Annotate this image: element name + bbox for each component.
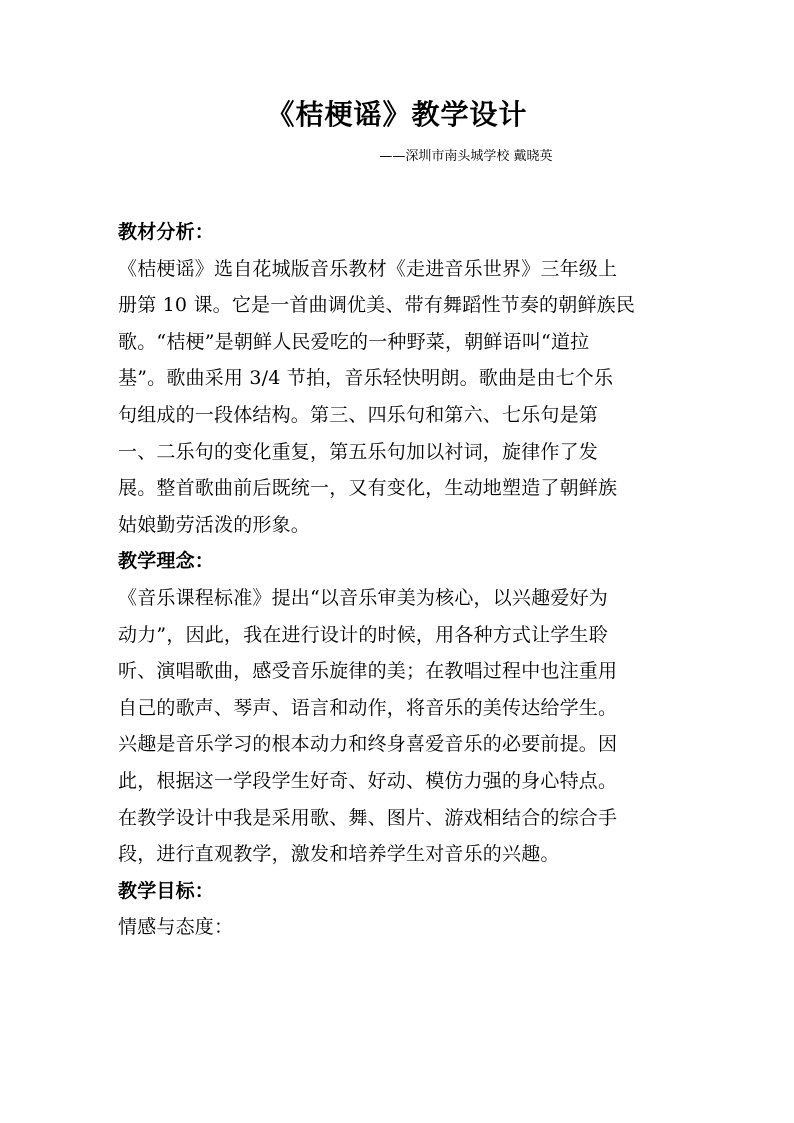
paragraph-line: 此，根据这一学段学生好奇、好动、模仿力强的身心特点。: [118, 769, 618, 792]
section-heading-material-analysis: 教材分析：: [118, 221, 215, 243]
paragraph-line: 基”。歌曲采用 3/4 节拍，音乐轻快明朗。歌曲是由七个乐: [118, 367, 614, 390]
paragraph-line: 在教学设计中我是采用歌、舞、图片、游戏相结合的综合手: [118, 806, 618, 829]
page-title: 《桔梗谣》教学设计: [266, 98, 528, 131]
paragraph-line: 自己的歌声、琴声、语言和动作，将音乐的美传达给学生。: [118, 696, 618, 719]
paragraph-line: 《音乐课程标准》提出“以音乐审美为核心，以兴趣爱好为: [118, 586, 608, 609]
paragraph-line: 歌。“桔梗”是朝鲜人民爱吃的一种野菜，朝鲜语叫“道拉: [118, 330, 590, 353]
paragraph-line: 展。整首歌曲前后既统一，又有变化，生动地塑造了朝鲜族: [118, 477, 618, 500]
paragraph-line: 姑娘勤劳活泼的形象。: [118, 513, 311, 536]
paragraph-line: 听、演唱歌曲，感受音乐旋律的美；在教唱过程中也注重用: [118, 660, 618, 683]
paragraph-line: 册第 10 课。它是一首曲调优美、带有舞蹈性节奏的朝鲜族民: [118, 294, 636, 317]
paragraph-line: 段，进行直观教学，激发和培养学生对音乐的兴趣。: [118, 843, 560, 866]
paragraph-line: 《桔梗谣》选自花城版音乐教材《走进音乐世界》三年级上: [118, 257, 618, 280]
section-heading-teaching-goals: 教学目标：: [118, 879, 215, 902]
paragraph-line: 兴趣是音乐学习的根本动力和终身喜爱音乐的必要前提。因: [118, 733, 618, 756]
document-body: [118, 214, 678, 946]
paragraph-line: 一、二乐句的变化重复，第五乐句加以衬词，旋律作了发: [118, 440, 599, 463]
author-line: ——深圳市南头城学校 戴晓英: [379, 149, 553, 164]
paragraph-line: 句组成的一段体结构。第三、四乐句和第六、七乐句是第: [118, 403, 599, 426]
paragraph-line: 动力”，因此，我在进行设计的时候，用各种方式让学生聆: [118, 623, 608, 646]
paragraph-line: 情感与态度：: [118, 916, 234, 939]
section-heading-teaching-philosophy: 教学理念：: [118, 550, 215, 573]
